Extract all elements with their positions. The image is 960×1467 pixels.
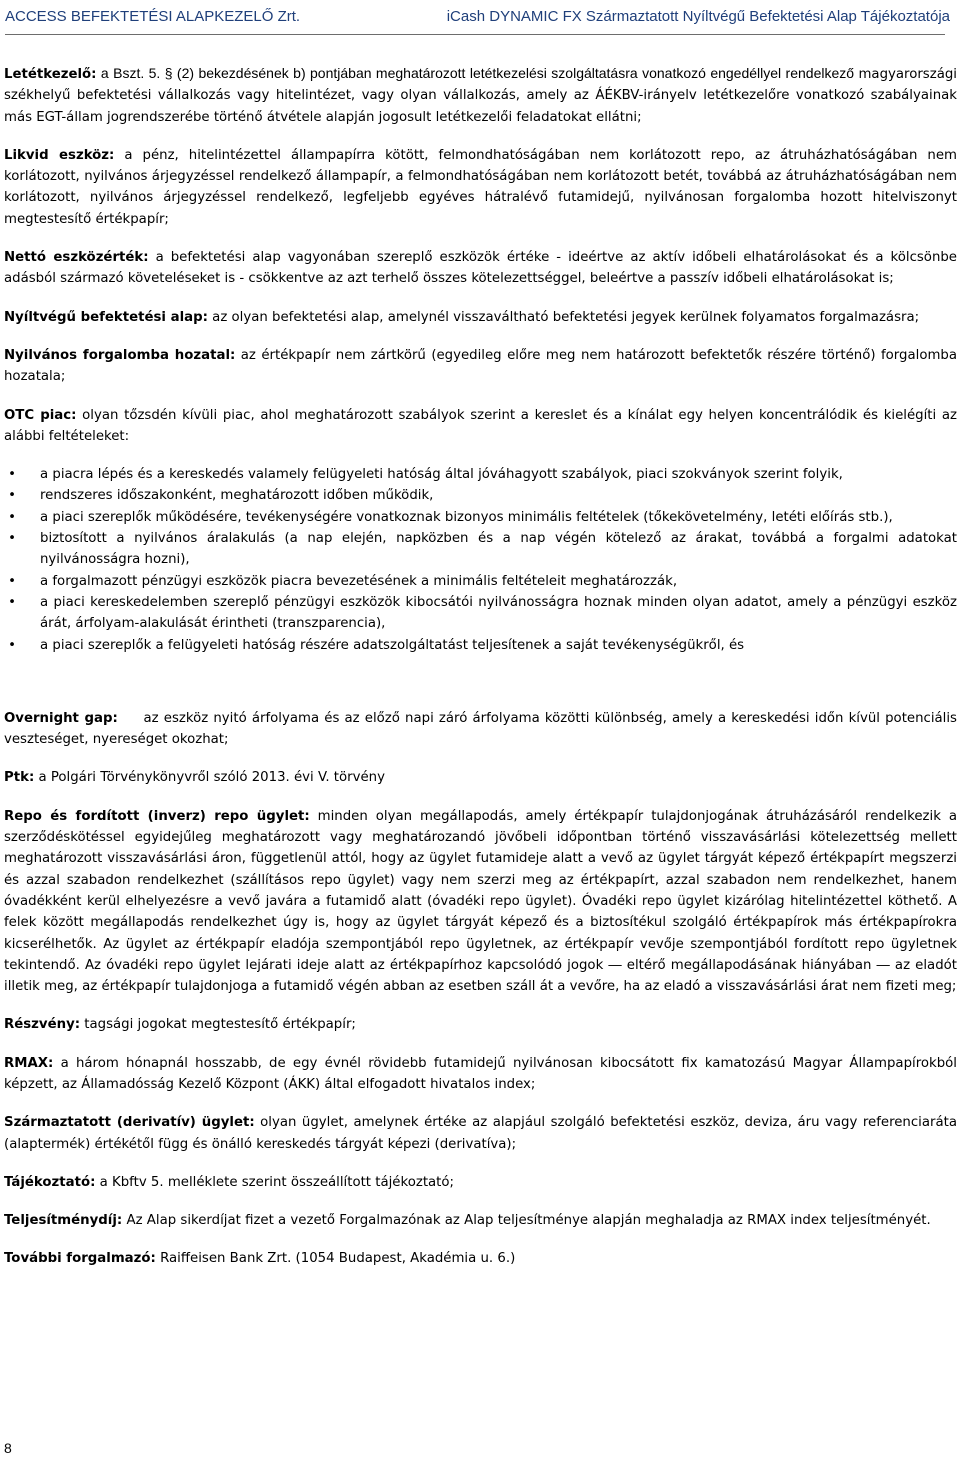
list-item [4, 571, 957, 592]
definition-tovabbi-forgalmazo [4, 1248, 957, 1269]
definition-term: Tájékoztató: [4, 1174, 96, 1190]
definition-lead-text: a Bszt. 5. § (2) bekezdésének b) pontjában meghatározott letétkezelési szolgáltatásra vonatkozó engedéllyel rendelkező [96, 65, 859, 81]
page-number: 8 [4, 1440, 12, 1456]
definition-likvid-eszkoz [4, 145, 957, 230]
list-item [4, 507, 957, 528]
definition-szarmaztatott-ugylet [4, 1112, 957, 1155]
definition-text: a pénz, hitelintézettel állampapírra kötött, felmondhatóságában nem korlátozott repo, az átruházhatóságában nem korlátozott, nyilvános árjegyzéssel rendelkező állampapír, a felmondhatóságában nem korlátozott betét, továbbá az átruházhatóságában nem korlátozott, nyilvános árjegyzéssel rendelkező, legfeljebb egyéves hátralévő futamidejű, nyilvánosan forgalomba hozott hitelviszonyt megtestesítő értékpapír; [4, 147, 957, 227]
definition-nyiltvegu-alap [4, 307, 957, 328]
definition-text: az olyan befektetési alap, amelynél visszaváltható befektetési jegyek kerülnek folyamatos forgalmazásra; [207, 309, 920, 325]
definition-text: minden olyan megállapodás, amely értékpapír tulajdonjogának átruházásáról rendelkezik a szerződéskötéssel egyidejűleg meghatározott vagy meghatározandó jövőbeli időpontban történő visszavásárlási kötelezettség mellett meghatározott visszavásárlási áron, függetlenül attól, hogy az ügylet futamideje alatt a vevő az ügylet tárgyát képező értékpapírt megszerzi és azzal szabadon rendelkezhet (szállításos repo ügylet) vagy nem szerzi meg az értékpapírt, azzal szabadon nem rendelkezhet, hanem óvadékként kerül elhelyezésre a vevő javára a futamidő alatt (óvadéki repo ügylet). Óvadéki repo ügylet kizárólag hitelintézettel köthető. A felek között megállapodás rendelkezhet úgy is, hogy az ügylet tárgyát képező és a biztosítékul szolgáló értékpapírok más értékpapírokra kicserélhetők. Az ügylet az értékpapír eladója szempontjából repo ügyletnek, az értékpapír vevője szempontjából fordított repo ügyletnek tekintendő. Az óvadéki repo ügylet lejárati ideje alatt az értékpapírhoz kapcsolódó jogok ― eltérő megállapodásának hiányában ― az eladót illetik meg, az értékpapír tulajdonjoga a futamidő végén abban az esetben száll át a vevőre, ha az eladó a visszavásárlási árat nem fizeti meg; [4, 808, 958, 995]
bullet-icon: • [8, 573, 16, 589]
list-item-text: a piaci szereplők a felügyeleti hatóság részére adatszolgáltatást teljesítenek a saját tevékenységükről, és [40, 637, 745, 653]
definition-term: További forgalmazó: [4, 1251, 156, 1267]
definition-text: a Kbftv 5. melléklete szerint összeállított tájékoztató; [95, 1174, 455, 1190]
definition-term: Overnight gap: [4, 710, 118, 726]
list-item-text: biztosított a nyilvános áralakulás (a nap elején, napközben és a nap végén kötelező az árakat, továbbá a forgalmi adatokat nyilvánosságra hozni), [40, 531, 957, 568]
definition-term: Ptk: [4, 770, 35, 786]
definition-text: a befektetési alap vagyonában szereplő eszközök értéke - ideértve az aktív időbeli elhatárolásokat és a kölcsönbe adásból származó követeléseket is - csökkentve az azt terhelő összes kötelezettséggel, beleértve a passzív időbeli elhatárolásokat is; [4, 250, 957, 287]
definition-term: Származtatott (derivatív) ügylet: [4, 1115, 255, 1131]
definition-letetkezelo [4, 63, 957, 128]
list-item [4, 464, 957, 485]
definition-repo-ugylet [4, 806, 957, 998]
definition-text: a Polgári Törvénykönyvről szóló 2013. évi V. törvény [34, 770, 385, 786]
definition-tajekoztato [4, 1172, 957, 1193]
definition-text: Az Alap sikerdíjat fizet a vezető Forgalmazónak az Alap teljesítménye alapján meghaladja az RMAX index teljesítményét. [122, 1213, 931, 1229]
definition-term: Likvid eszköz: [4, 147, 115, 163]
definition-text: a három hónapnál hosszabb, de egy évnél rövidebb futamidejű nyilvánosan kibocsátott fix kamatozású Magyar Állampapírokból képzett, az Államadósság Kezelő Központ (ÁKK) által elfogadott hivatalos index; [4, 1055, 957, 1092]
definition-text: olyan ügylet, amelynek értéke az alapjául szolgáló befektetési eszköz, deviza, áru vagy referenciaráta (alaptermék) értékétől függ és önálló kereskedés tárgyát képezi (derivatíva); [4, 1115, 957, 1152]
bullet-icon: • [8, 467, 16, 483]
list-item [4, 635, 957, 656]
header-company-name: ACCESS BEFEKTETÉSI ALAPKEZELŐ Zrt. [5, 8, 301, 25]
document-body [4, 63, 957, 1287]
list-item-text: a piacra lépés és a kereskedés valamely felügyeleti hatóság által jóváhagyott szabályok, piaci szokványok szerint folyik, [40, 467, 843, 483]
list-item-text: a piaci szereplők működésére, tevékenységére vonatkoznak bizonyos minimális feltételek (tőkekövetelmény, letéti előírás stb.), [40, 509, 893, 525]
page-header [5, 3, 955, 37]
definition-term: RMAX: [4, 1055, 54, 1071]
definition-text: az értékpapír nem zártkörű (egyedileg előre meg nem határozott befektetők részére történő) forgalomba hozatala; [4, 347, 957, 385]
definition-term: Nettó eszközérték: [4, 250, 149, 266]
bullet-icon: • [8, 594, 16, 610]
list-item [4, 592, 957, 635]
definition-term: Repo és fordított (inverz) repo ügylet: [4, 808, 310, 824]
definition-term: Teljesítménydíj: [4, 1213, 123, 1229]
header-document-title: iCash DYNAMIC FX Származtatott Nyíltvégű Befektetési Alap Tájékoztatója [446, 8, 950, 25]
bullet-icon: • [8, 509, 16, 525]
definition-text: Raiffeisen Bank Zrt. (1054 Budapest, Akadémia u. 6.) [155, 1251, 516, 1267]
definition-rmax [4, 1053, 957, 1096]
definition-otc-piac [4, 405, 957, 448]
list-item [4, 485, 957, 506]
bullet-icon: • [8, 488, 16, 504]
definition-overnight-gap [4, 708, 957, 751]
bullet-icon: • [8, 531, 16, 547]
list-item [4, 528, 957, 571]
definition-term: Nyilvános forgalomba hozatal: [4, 347, 236, 363]
definition-reszveny [4, 1014, 957, 1035]
definition-text: magyarországi székhelyű befektetési vállalkozás vagy hitelintézet, vagy olyan vállalkozás, amely az ÁÉKBV-irányelv letétkezelőre vonatkozó szabályainak más EGT-állam jogrendszerébe történő átvétele alapján jogosult letétkezelői feladatokat ellátni; [4, 67, 957, 125]
definition-netto-eszkozertek [4, 247, 957, 290]
definition-term: OTC piac: [4, 407, 77, 423]
list-item-text: a forgalmazott pénzügyi eszközök piacra bevezetésének a minimális feltételeit meghatározzák, [40, 573, 678, 589]
definition-text: tagsági jogokat megtestesítő értékpapír; [80, 1017, 356, 1033]
definition-teljesitmenydij [4, 1210, 957, 1231]
definition-term: Letétkezelő: [4, 67, 97, 82]
otc-criteria-list [4, 464, 957, 656]
definition-text: az eszköz nyitó árfolyama és az előző napi záró árfolyama közötti különbség, amely a kereskedési időn kívül potenciális veszteséget, nyereséget okozhat; [4, 710, 957, 748]
definition-term: Részvény: [4, 1017, 81, 1033]
header-divider [5, 34, 945, 35]
definition-ptk [4, 767, 957, 788]
definition-text: olyan tőzsdén kívüli piac, ahol meghatározott szabályok szerint a kereslet és a kínálat egy helyen koncentrálódik és kielégíti az alábbi feltételeket: [4, 407, 957, 444]
list-item-text: a piaci kereskedelemben szereplő pénzügyi eszközök kibocsátói nyilvánosságra hoznak minden olyan adatot, amely a pénzügyi eszköz árát, árfolyam-alakulását érintheti (transzparencia), [40, 594, 957, 632]
definition-nyilvanos-forgalomba-hozatal [4, 345, 957, 388]
definition-term: Nyíltvégű befektetési alap: [4, 309, 208, 325]
bullet-icon: • [8, 637, 16, 653]
list-item-text: rendszeres időszakonként, meghatározott időben működik, [40, 488, 434, 504]
